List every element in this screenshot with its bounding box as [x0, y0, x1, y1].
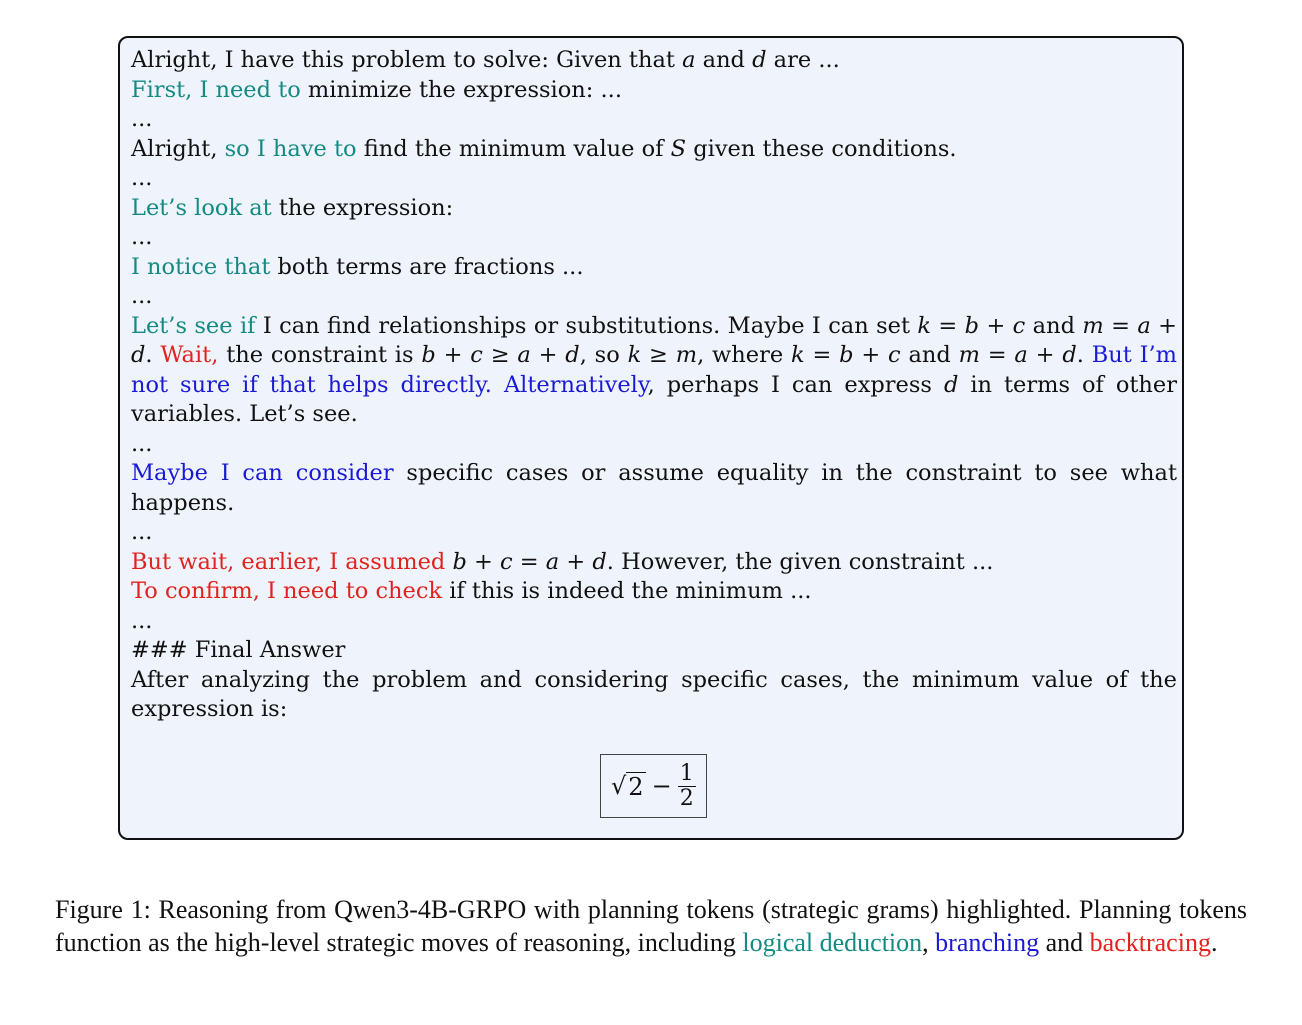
- legend-logical-deduction: logical deduction: [742, 928, 923, 957]
- caption-label: Figure 1:: [55, 895, 151, 924]
- logical-deduction-token: Let’s look at: [131, 194, 272, 221]
- ellipsis-line: ...: [131, 283, 153, 309]
- reasoning-line: To confirm, I need to check if this is indeed the minimum ...: [131, 578, 812, 604]
- boxed-answer: [600, 754, 707, 818]
- radical-sign: √: [611, 771, 627, 800]
- final-answer: [600, 754, 707, 818]
- final-answer-heading: ### Final Answer: [131, 637, 346, 663]
- backtracing-token: To confirm, I need to check: [131, 578, 443, 604]
- reasoning-line: Let’s look at the expression:: [131, 194, 454, 221]
- logical-deduction-token: First, I need to: [131, 76, 301, 103]
- denominator: 2: [679, 785, 694, 811]
- reasoning-line: Alright, I have this problem to solve: Given that a and d are ...: [131, 47, 840, 73]
- ellipsis-line: ...: [131, 165, 153, 191]
- figure-caption: Figure 1: Reasoning from Qwen3-4B-GRPO with planning tokens (strategic grams) highlighted. Planning tokens function as the high-level strategic moves of reasoning, including logical deduction, branching and backtracing.: [55, 895, 1247, 957]
- backtracing-token: Wait,: [160, 342, 219, 368]
- reasoning-line: But wait, earlier, I assumed b + c = a + d. However, the given constraint ...: [131, 548, 994, 575]
- logical-deduction-token: Let’s see if: [131, 312, 256, 339]
- reasoning-text: [131, 46, 1177, 725]
- reasoning-paragraph: Let’s see if I can find relationships or substitutions. Maybe I can set k = b + c and m = a + d. Wait, the constraint is b + c ≥ a + d, so k ≥ m, where k = b + c and m = a + d. But I’m not sure if that helps directly. Alternatively, perhaps I can express d in terms of other variables. Let’s see.: [131, 312, 1177, 427]
- logical-deduction-token: so I have to: [224, 135, 357, 162]
- reasoning-box: [118, 36, 1184, 840]
- reasoning-line: I notice that both terms are fractions ...: [131, 253, 584, 280]
- branching-token: Maybe I can consider: [131, 460, 394, 486]
- numerator: 1: [679, 760, 694, 786]
- minus-sign: −: [651, 772, 672, 800]
- backtracing-token: But wait, earlier, I assumed: [131, 548, 446, 575]
- legend-branching: branching: [935, 928, 1040, 957]
- logical-deduction-token: I notice that: [131, 253, 271, 280]
- legend-backtracing: backtracing: [1089, 928, 1211, 957]
- ellipsis-line: ...: [131, 519, 153, 545]
- sqrt-expression: [611, 772, 646, 801]
- reasoning-paragraph: Maybe I can consider specific cases or assume equality in the constraint to see what happens.: [131, 460, 1177, 516]
- ellipsis-line: ...: [131, 224, 153, 250]
- fraction: [678, 762, 696, 811]
- branching-token: Alternatively: [503, 371, 648, 398]
- radicand: 2: [628, 772, 644, 801]
- reasoning-paragraph: After analyzing the problem and considering specific cases, the minimum value of the expression is:: [131, 666, 1177, 722]
- ellipsis-line: ...: [131, 106, 153, 132]
- reasoning-line: Alright, so I have to find the minimum value of S given these conditions.: [131, 135, 957, 162]
- branching-token: But I’m not sure if that helps directly.: [131, 342, 1177, 398]
- reasoning-line: First, I need to minimize the expression: ...: [131, 76, 622, 103]
- ellipsis-line: ...: [131, 430, 153, 457]
- ellipsis-line: ...: [131, 607, 153, 634]
